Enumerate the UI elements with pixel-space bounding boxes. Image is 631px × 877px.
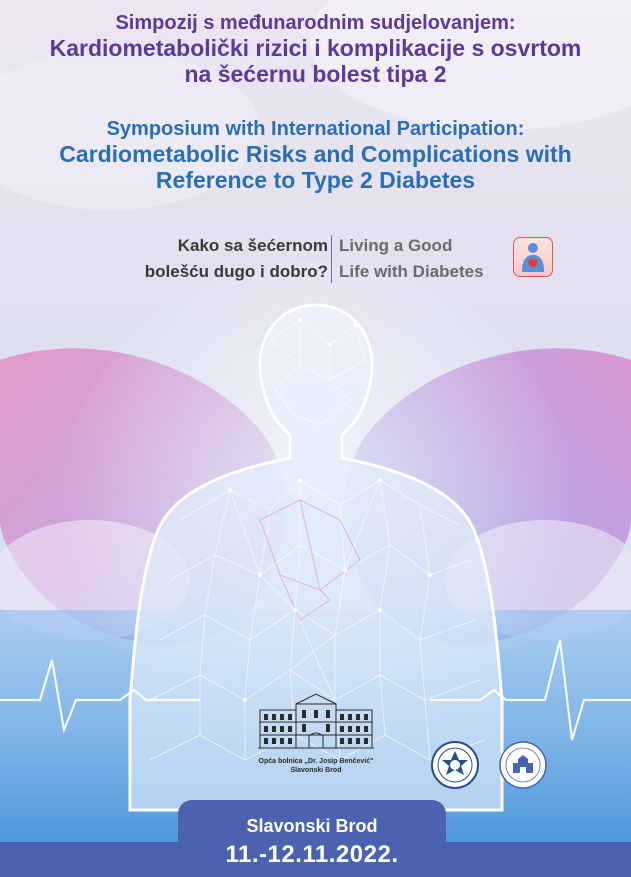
title-croatian xyxy=(0,12,631,88)
medical-society-seal-icon xyxy=(430,740,480,790)
hospital-building-icon xyxy=(256,690,376,752)
tagline xyxy=(0,233,631,283)
heart-person-icon xyxy=(513,237,553,277)
title-hr-line2: Kardiometabolički rizici i komplikacije s osvrtom xyxy=(49,35,582,61)
title-hr-line3: na šećernu bolest tipa 2 xyxy=(184,61,447,88)
hospital-name-line1: Opća bolnica „Dr. Josip Benčević" xyxy=(258,758,374,765)
hospital-name-line2: Slavonski Brod xyxy=(290,767,342,775)
tagline-hr-line2: bolešću dugo i dobro? xyxy=(144,261,328,281)
tagline-hr-line1: Kako sa šećernom xyxy=(177,236,328,255)
event-city: Slavonski Brod xyxy=(246,816,378,836)
tagline-english xyxy=(339,233,484,284)
tagline-en-line2: Life with Diabetes xyxy=(339,261,484,281)
footer-tab xyxy=(178,800,446,877)
event-date: 11.-12.11.2022. xyxy=(225,841,399,868)
university-seal-icon xyxy=(498,740,548,790)
title-en-line3: Reference to Type 2 Diabetes xyxy=(155,167,476,194)
tagline-divider xyxy=(331,235,332,283)
tagline-croatian xyxy=(145,233,328,284)
title-en-line2: Cardiometabolic Risks and Complications with xyxy=(59,141,572,167)
hospital-logo xyxy=(248,690,384,775)
tagline-en-line1: Living a Good xyxy=(339,236,453,255)
title-english xyxy=(0,118,631,194)
title-hr-line1: Simpozij s međunarodnim sudjelovanjem: xyxy=(115,12,516,34)
title-en-line1: Symposium with International Participation: xyxy=(106,118,525,140)
